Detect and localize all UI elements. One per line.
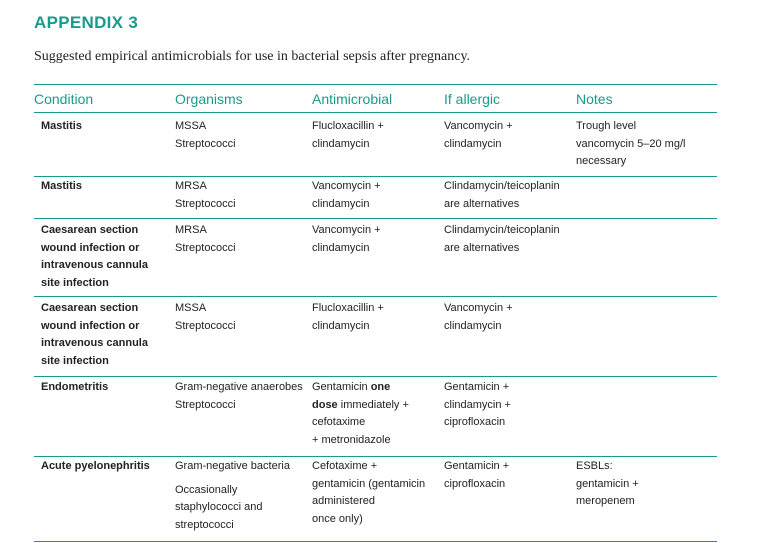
row-divider [34,296,717,297]
col-header-antimicrobial: Antimicrobial [312,91,393,107]
row-4-if-allergic: Vancomycin + clindamycin [444,302,513,332]
row-1-antimicrobial: Flucloxacillin + clindamycin [312,120,384,150]
row-5-organisms: Gram-negative anaerobes Streptococci [175,381,303,411]
row-2-if-allergic: Clindamycin/teicoplanin are alternatives [444,180,560,210]
header-top-rule [34,84,717,85]
row-divider [34,176,717,177]
row-divider [34,456,717,457]
row-5-condition: Endometritis [41,381,109,393]
header-bottom-rule [34,112,717,113]
row-divider [34,376,717,377]
col-header-condition: Condition [34,91,94,107]
row-2-organisms: MRSA Streptococci [175,180,236,210]
row-6-if-allergic: Gentamicin + ciprofloxacin [444,460,510,490]
table-caption: Suggested empirical antimicrobials for use in bacterial sepsis after pregnancy. [34,49,471,64]
appendix-heading: APPENDIX 3 [34,13,139,32]
col-header-organisms: Organisms [175,91,243,107]
row-2-antimicrobial: Vancomycin + clindamycin [312,180,381,210]
row-6-notes: ESBLs: gentamicin + meropenem [576,460,639,507]
row-3-organisms: MRSA Streptococci [175,224,236,254]
row-5-antimicrobial: Gentamicin one dose immediately + cefotaxime + metronidazole [312,381,409,446]
row-3-antimicrobial: Vancomycin + clindamycin [312,224,381,254]
row-3-if-allergic: Clindamycin/teicoplanin are alternatives [444,224,560,254]
row-1-organisms: MSSA Streptococci [175,120,236,150]
row-5-if-allergic: Gentamicin + clindamycin + ciprofloxacin [444,381,511,428]
row-divider [34,218,717,219]
col-header-if-allergic: If allergic [444,91,501,107]
row-1-notes: Trough level vancomycin 5–20 mg/l necessary [576,120,686,167]
col-header-notes: Notes [576,91,613,107]
row-1-if-allergic: Vancomycin + clindamycin [444,120,513,150]
row-2-condition: Mastitis [41,180,82,192]
table-bottom-rule [34,541,717,542]
row-4-antimicrobial: Flucloxacillin + clindamycin [312,302,384,332]
row-6-antimicrobial: Cefotaxime + gentamicin (gentamicin administered once only) [312,460,426,525]
row-1-condition: Mastitis [41,120,82,132]
row-6-condition: Acute pyelonephritis [41,460,150,472]
row-4-condition: Caesarean section wound infection or intravenous cannula site infection [41,302,148,367]
row-4-organisms: MSSA Streptococci [175,302,236,332]
row-6-organisms: Gram-negative bacteria Occasionally staphylococci and streptococci [175,460,290,531]
row-3-condition: Caesarean section wound infection or intravenous cannula site infection [41,224,148,289]
